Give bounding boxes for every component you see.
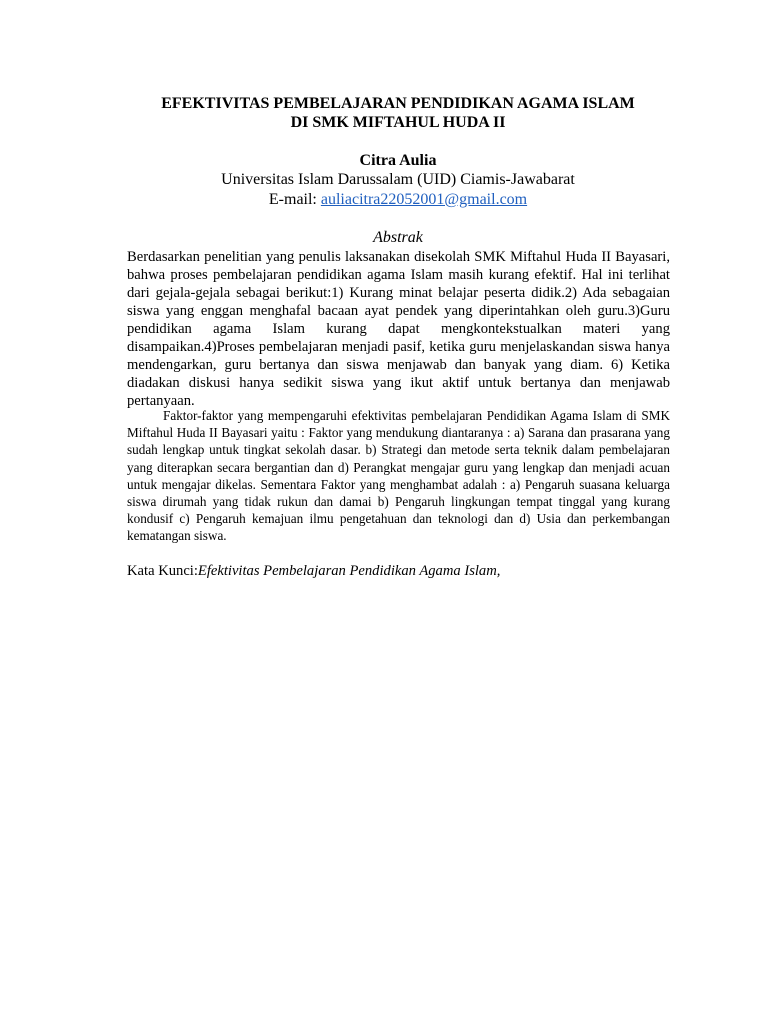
paper-title-line-2: DI SMK MIFTAHUL HUDA II xyxy=(290,114,506,131)
email-link[interactable]: auliacitra22052001@gmail.com xyxy=(320,191,528,208)
author-name: Citra Aulia xyxy=(359,152,437,169)
keywords xyxy=(127,562,670,580)
author-affiliation: Universitas Islam Darussalam (UID) Ciamis-Jawabarat xyxy=(221,171,575,188)
author-email xyxy=(100,190,696,210)
keywords-label: Kata Kunci: xyxy=(127,563,198,579)
abstract-paragraph-1: Berdasarkan penelitian yang penulis laksanakan disekolah SMK Miftahul Huda II Bayasari, bahwa proses pembelajaran pendidikan agama Islam masih kurang efektif. Hal ini terlihat dari gejala-gejala sebagai berikut:1) Kurang minat belajar peserta didik.2) Ada sebagaian siswa yang enggan menghafal bacaan ayat pendek yang diperintahkan oleh guru.3)Guru pendidikan agama Islam kurang dapat mengkontekstualkan materi yang disampaikan.4)Proses pembelajaran menjadi pasif, ketika guru menjelaskandan siswa hanya mendengarkan, guru bertanya dan siswa menjawab dan banyak yang diam. 6) Ketika diadakan diskusi hanya sedikit siswa yang ikut aktif untuk bertanya dan menjawab pertanyaan. xyxy=(127,249,670,409)
paper-title-line-1: EFEKTIVITAS PEMBELAJARAN PENDIDIKAN AGAMA ISLAM xyxy=(161,95,635,112)
email-label: E-mail: xyxy=(268,191,321,208)
keywords-value: Efektivitas Pembelajaran Pendidikan Agama Islam, xyxy=(197,563,501,579)
paper-title xyxy=(100,94,696,132)
abstract-heading: Abstrak xyxy=(373,229,423,246)
abstract-paragraph-2: Faktor-faktor yang mempengaruhi efektivitas pembelajaran Pendidikan Agama Islam di SMK Miftahul Huda II Bayasari yaitu : Faktor yang mendukung diantaranya : a) Sarana dan prasarana yang sudah lengkap untuk tingkat sekolah dasar. b) Strategi dan metode serta teknik dalam pembelajaran yang diterapkan secara bergantian dan d) Perangkat mengajar guru yang lengkap dan menjadi acuan untuk mengajar dikelas. Sementara Faktor yang menghambat adalah : a) Pengaruh suasana keluarga siswa dirumah yang tidak rukun dan damai b) Pengaruh lingkungan tempat tinggal yang kurang kondusif c) Pengaruh kemajuan ilmu pengetahuan dan teknologi dan d) Usia dan perkembangan kematangan siswa. xyxy=(127,408,670,544)
